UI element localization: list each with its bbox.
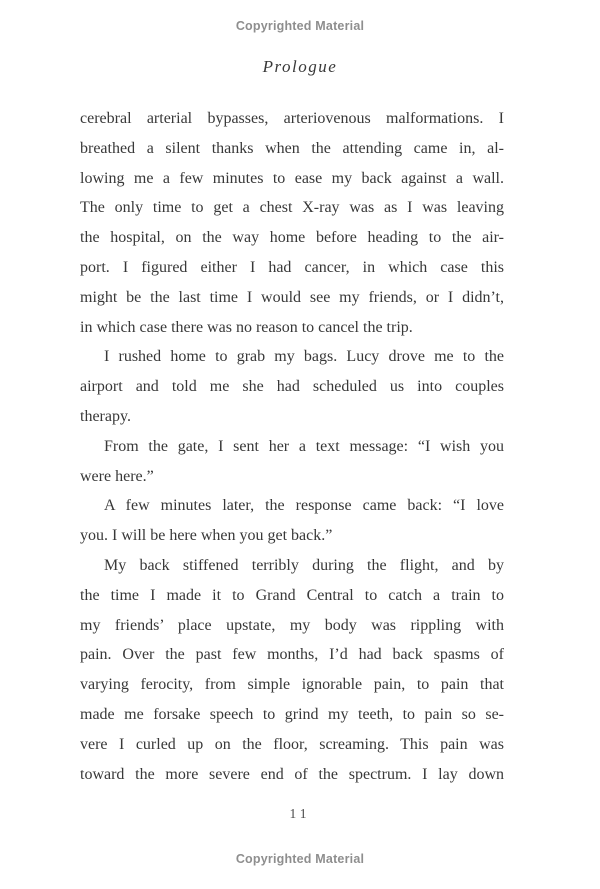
body-line: in which case there was no reason to cancel the trip. bbox=[80, 318, 413, 336]
body-line: pain. Over the past few months, I’d had back spasms of bbox=[80, 646, 504, 664]
copyright-notice-top: Copyrighted Material bbox=[235, 19, 365, 33]
body-line: airport and told me she had scheduled us into couples bbox=[80, 378, 504, 396]
body-line: The only time to get a chest X-ray was as I was leaving bbox=[80, 199, 504, 217]
body-line: toward the more severe end of the spectrum. I lay down bbox=[80, 765, 504, 783]
body-line: were here.” bbox=[80, 467, 154, 485]
body-line: My back stiffened terribly during the flight, and by bbox=[104, 556, 504, 574]
body-line: cerebral arterial bypasses, arteriovenous malformations. I bbox=[80, 110, 504, 127]
body-line: A few minutes later, the response came back: “I love bbox=[104, 497, 504, 515]
body-line: port. I figured either I had cancer, in which case this bbox=[80, 258, 504, 276]
body-line: From the gate, I sent her a text message: “I wish you bbox=[104, 437, 504, 455]
page-number: 11 bbox=[289, 806, 311, 821]
body-line: varying ferocity, from simple ignorable pain, to pain that bbox=[80, 676, 504, 694]
body-line: the time I made it to Grand Central to catch a train to bbox=[80, 586, 504, 604]
body-line: lowing me a few minutes to ease my back against a wall. bbox=[80, 169, 504, 187]
body-line: breathed a silent thanks when the attending came in, al- bbox=[80, 139, 504, 157]
body-line: the hospital, on the way home before heading to the air- bbox=[80, 229, 504, 247]
body-line: you. I will be here when you get back.” bbox=[80, 527, 333, 545]
copyright-notice-bottom: Copyrighted Material bbox=[235, 852, 365, 866]
body-text bbox=[80, 104, 504, 789]
body-line: might be the last time I would see my friends, or I didn’t, bbox=[80, 288, 504, 306]
body-line: my friends’ place upstate, my body was rippling with bbox=[80, 616, 504, 634]
chapter-title: Prologue bbox=[262, 57, 338, 76]
body-line: therapy. bbox=[80, 407, 131, 425]
body-line: made me forsake speech to grind my teeth, to pain so se- bbox=[80, 705, 504, 723]
body-line: I rushed home to grab my bags. Lucy drove me to the bbox=[104, 348, 504, 366]
body-line: vere I curled up on the floor, screaming. This pain was bbox=[80, 735, 504, 753]
